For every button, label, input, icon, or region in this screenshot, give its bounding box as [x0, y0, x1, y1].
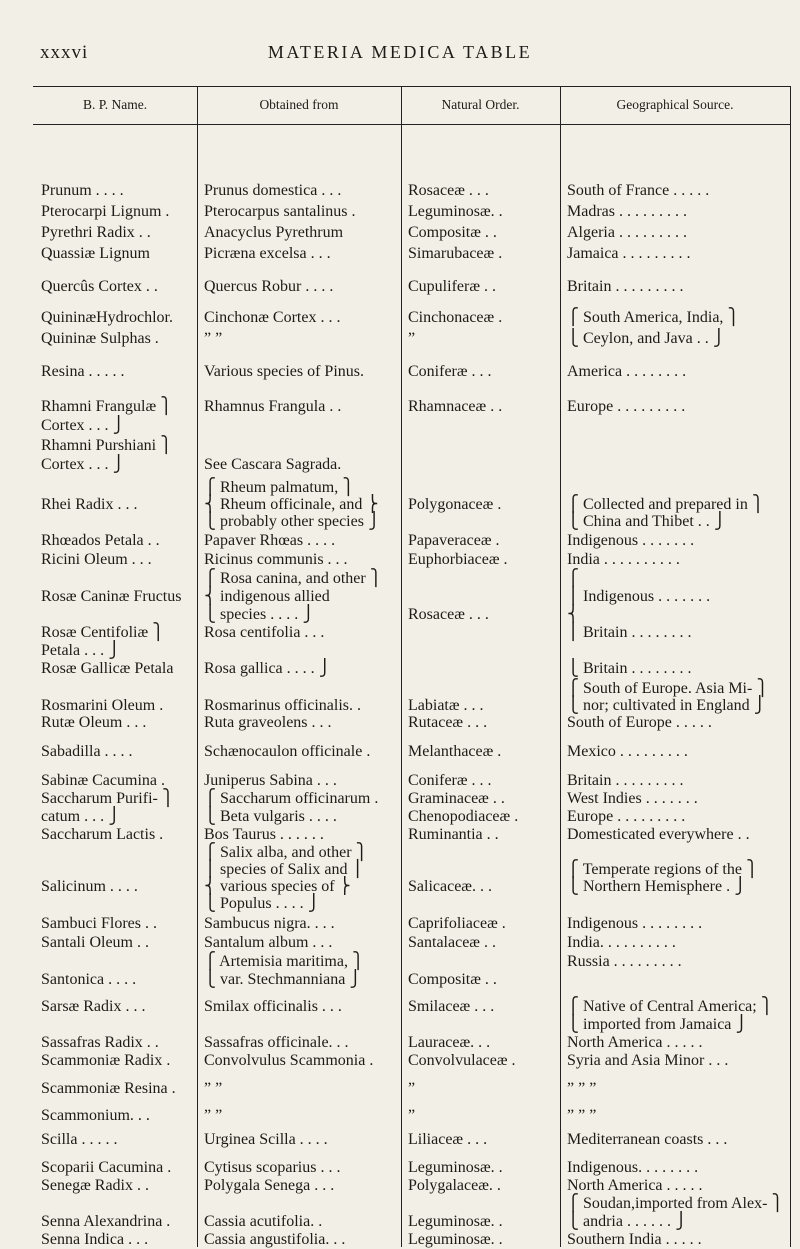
bp-name-cell: Rosæ Gallicæ Petala: [41, 660, 174, 677]
geographical-source-cell: ⎩ China and Thibet . . ⎭: [567, 513, 726, 530]
obtained-from-cell: ” ”: [204, 1107, 223, 1124]
bp-name-cell: Pterocarpi Lignum .: [41, 203, 170, 220]
natural-order-cell: Compositæ . .: [408, 224, 497, 241]
table-row: [33, 1131, 791, 1159]
natural-order-cell: Convolvulaceæ .: [408, 1052, 516, 1069]
geographical-source-cell: ⎩ Northern Hemisphere . ⎭: [567, 878, 747, 895]
natural-order-cell: Leguminosæ. .: [408, 1231, 503, 1248]
table-row: [33, 826, 791, 844]
bp-name-cell: Scilla . . . . .: [41, 1131, 118, 1148]
natural-order-cell: ”: [408, 1080, 416, 1097]
geographical-source-cell: ⎧ Soudan,imported from Alex- ⎫: [567, 1195, 784, 1212]
natural-order-cell: Rosaceæ . . .: [408, 606, 489, 623]
table-row: [33, 224, 791, 245]
natural-order-cell: Graminaceæ . .: [408, 790, 505, 807]
natural-order-cell: Rhamnaceæ . .: [408, 398, 503, 415]
bp-name-cell: Sassafras Radix . .: [41, 1034, 159, 1051]
obtained-from-cell: ⎨ indigenous allied: [204, 588, 330, 605]
geographical-source-cell: ⎧ South of Europe. Asia Mi- ⎫: [567, 680, 769, 697]
geographical-source-cell: ” ” ”: [567, 1107, 597, 1124]
table-row: [33, 456, 791, 479]
table-row: [33, 934, 791, 953]
natural-order-cell: Polygalaceæ. .: [408, 1177, 501, 1194]
geographical-source-cell: ” ” ”: [567, 1080, 597, 1097]
table-row: [33, 808, 791, 826]
bp-name-cell: Petala . . . ⎭: [41, 642, 121, 659]
obtained-from-cell: ⎧ Artemisia maritima, ⎫: [204, 953, 364, 970]
table-row: [33, 1159, 791, 1177]
page-number: xxxvi: [40, 42, 89, 63]
table-row: [33, 642, 791, 660]
geographical-source-cell: West Indies . . . . . . .: [567, 790, 698, 807]
obtained-from-cell: Rosa centifolia . . .: [204, 624, 325, 641]
natural-order-cell: ”: [408, 1107, 416, 1124]
natural-order-cell: Rutaceæ . . .: [408, 714, 488, 731]
geographical-source-cell: Indigenous. . . . . . . .: [567, 1159, 699, 1176]
table-row: [33, 588, 791, 606]
obtained-from-cell: Prunus domestica . . .: [204, 182, 342, 199]
page-title: MATERIA MEDICA TABLE: [267, 42, 533, 62]
bp-name-cell: Rosæ Centifoliæ ⎫: [41, 624, 165, 641]
bp-name-cell: Scoparii Cacumina .: [41, 1159, 172, 1176]
page-header: [0, 42, 800, 72]
obtained-from-cell: Sassafras officinale. . .: [204, 1034, 349, 1051]
natural-order-cell: Cinchonaceæ .: [408, 309, 503, 326]
table-row: [33, 1231, 791, 1249]
table-row: [33, 1195, 791, 1213]
bp-name-cell: Senna Alexandrina .: [41, 1213, 171, 1230]
geographical-source-cell: Mediterranean coasts . . .: [567, 1131, 728, 1148]
table-row: [33, 915, 791, 934]
natural-order-cell: Polygonaceæ .: [408, 496, 502, 513]
geographical-source-cell: Madras . . . . . . . . .: [567, 203, 687, 220]
table-row: [33, 513, 791, 532]
bp-name-cell: Resina . . . . .: [41, 363, 125, 380]
obtained-from-cell: Smilax officinalis . . .: [204, 998, 342, 1015]
obtained-from-cell: ⎩ species . . . . ⎭: [204, 606, 315, 623]
table-row: [33, 330, 791, 363]
obtained-from-cell: ⎩ probably other species ⎭: [204, 513, 380, 530]
natural-order-cell: Melanthaceæ .: [408, 743, 502, 760]
geographical-source-cell: ⎩ andria . . . . . . ⎭: [567, 1213, 687, 1230]
bp-name-cell: Prunum . . . .: [41, 182, 124, 199]
geographical-source-cell: ⎪ Indigenous . . . . . . .: [567, 588, 711, 605]
bp-name-cell: Santali Oleum . .: [41, 934, 149, 951]
bp-name-cell: Pyrethri Radix . .: [41, 224, 151, 241]
bp-name-cell: Quassiæ Lignum: [41, 245, 150, 262]
obtained-from-cell: Bos Taurus . . . . . .: [204, 826, 324, 843]
table-row: [33, 398, 791, 417]
bp-name-cell: Sabinæ Cacumina .: [41, 772, 165, 789]
obtained-from-cell: Ricinus communis . . .: [204, 551, 348, 568]
obtained-from-cell: ” ”: [204, 1080, 223, 1097]
table-body: [33, 182, 791, 1249]
table-row: [33, 570, 791, 588]
obtained-from-cell: ⎧ Rheum palmatum, ⎫: [204, 479, 355, 496]
bp-name-cell: Santonica . . . .: [41, 971, 137, 988]
geographical-source-cell: North America . . . . .: [567, 1177, 703, 1194]
geographical-source-cell: ⎩ Britain . . . . . . . .: [567, 660, 692, 677]
geographical-source-cell: ⎧ Temperate regions of the ⎫: [567, 861, 758, 878]
obtained-from-cell: Rosa gallica . . . . ⎭: [204, 660, 331, 677]
table-row: [33, 606, 791, 624]
bp-name-cell: Rhœados Petala . .: [41, 532, 160, 549]
obtained-from-cell: Ruta graveolens . . .: [204, 714, 332, 731]
geographical-source-cell: Russia . . . . . . . . .: [567, 953, 682, 970]
table-row: [33, 278, 791, 309]
bp-name-cell: Rosæ Caninæ Fructus: [41, 588, 182, 605]
obtained-from-cell: See Cascara Sagrada.: [204, 456, 342, 473]
obtained-from-cell: Convolvulus Scammonia .: [204, 1052, 374, 1069]
bp-name-cell: Scammonium. . .: [41, 1107, 150, 1124]
natural-order-cell: Cupuliferæ . .: [408, 278, 496, 295]
bp-name-cell: Senna Indica . . .: [41, 1231, 149, 1248]
column-header-natural-order: Natural Order.: [441, 97, 520, 112]
obtained-from-cell: ⎨ various species of ⎬: [204, 878, 351, 895]
obtained-from-cell: ⎨ Rheum officinale, and ⎬: [204, 496, 379, 513]
table-row: [33, 680, 791, 697]
natural-order-cell: Papaveraceæ .: [408, 532, 500, 549]
table-row: [33, 1177, 791, 1195]
obtained-from-cell: Quercus Robur . . . .: [204, 278, 334, 295]
natural-order-cell: Chenopodiaceæ .: [408, 808, 519, 825]
geographical-source-cell: Syria and Asia Minor . . .: [567, 1052, 729, 1069]
obtained-from-cell: ⎧ Salix alba, and other ⎫: [204, 844, 368, 861]
table-row: [33, 895, 791, 915]
table-row: [33, 1016, 791, 1034]
obtained-from-cell: Polygala Senega . . .: [204, 1177, 335, 1194]
geographical-source-cell: America . . . . . . . .: [567, 363, 687, 380]
natural-order-cell: Santalaceæ . .: [408, 934, 496, 951]
obtained-from-cell: ⎩ var. Stechmanniana ⎭: [204, 971, 362, 988]
bp-name-cell: Saccharum Purifi- ⎫: [41, 790, 174, 807]
bp-name-cell: Cortex . . . ⎭: [41, 417, 125, 434]
natural-order-cell: ”: [408, 330, 416, 347]
table-row: [33, 953, 791, 971]
table-row: [33, 182, 791, 203]
geographical-source-cell: India . . . . . . . . . .: [567, 551, 680, 568]
geographical-source-cell: ⎩ nor; cultivated in England ⎭: [567, 697, 766, 714]
natural-order-cell: Simarubaceæ .: [408, 245, 503, 262]
geographical-source-cell: Indigenous . . . . . . . .: [567, 915, 703, 932]
table-row: [33, 790, 791, 808]
obtained-from-cell: Urginea Scilla . . . .: [204, 1131, 328, 1148]
obtained-from-cell: Picræna excelsa . . .: [204, 245, 331, 262]
column-header-bp-name: B. P. Name.: [82, 97, 148, 112]
geographical-source-cell: ⎪ Britain . . . . . . . .: [567, 624, 692, 641]
natural-order-cell: Liliaceæ . . .: [408, 1131, 488, 1148]
natural-order-cell: Leguminosæ. .: [408, 203, 503, 220]
bp-name-cell: Rhamni Purshiani ⎫: [41, 437, 173, 454]
table-row: [33, 861, 791, 878]
obtained-from-cell: Schænocaulon officinale .: [204, 743, 371, 760]
bp-name-cell: Senegæ Radix . .: [41, 1177, 149, 1194]
bp-name-cell: Scammoniæ Resina .: [41, 1080, 176, 1097]
header-rule: [33, 124, 791, 125]
geographical-source-cell: Mexico . . . . . . . . .: [567, 743, 688, 760]
natural-order-cell: Euphorbiaceæ .: [408, 551, 508, 568]
bp-name-cell: Rosmarini Oleum .: [41, 697, 164, 714]
geographical-source-cell: ⎧: [567, 570, 579, 587]
bp-name-cell: Rhei Radix . . .: [41, 496, 138, 513]
natural-order-cell: Leguminosæ. .: [408, 1159, 503, 1176]
table-row: [33, 844, 791, 861]
geographical-source-cell: South of Europe . . . . .: [567, 714, 712, 731]
obtained-from-cell: Cassia acutifolia. .: [204, 1213, 323, 1230]
obtained-from-cell: Anacyclus Pyrethrum: [204, 224, 344, 241]
natural-order-cell: Leguminosæ. .: [408, 1213, 503, 1230]
natural-order-cell: Coniferæ . . .: [408, 772, 492, 789]
geographical-source-cell: Jamaica . . . . . . . . .: [567, 245, 691, 262]
natural-order-cell: Lauraceæ. . .: [408, 1034, 491, 1051]
table-row: [33, 971, 791, 998]
obtained-from-cell: ⎧ Saccharum officinarum .: [204, 790, 379, 807]
geographical-source-cell: ⎧ Native of Central America; ⎫: [567, 998, 773, 1015]
table-row: [33, 878, 791, 895]
materia-medica-table: [33, 86, 791, 1247]
obtained-from-cell: ⎩ Beta vulgaris . . . .: [204, 808, 337, 825]
table-row: [33, 1107, 791, 1131]
obtained-from-cell: Cassia angustifolia. . .: [204, 1231, 346, 1248]
natural-order-cell: Labiatæ . . .: [408, 697, 484, 714]
table-row: [33, 1034, 791, 1052]
obtained-from-cell: ⎧ Rosa canina, and other ⎫: [204, 570, 382, 587]
bp-name-cell: Rhamni Frangulæ ⎫: [41, 398, 173, 415]
column-header-obtained-from: Obtained from: [259, 97, 339, 112]
table-row: [33, 697, 791, 714]
natural-order-cell: Caprifoliaceæ .: [408, 915, 506, 932]
table-row: [33, 1052, 791, 1080]
bp-name-cell: QuininæHydrochlor.: [41, 309, 173, 326]
geographical-source-cell: Britain . . . . . . . . .: [567, 772, 684, 789]
bp-name-cell: catum . . . ⎭: [41, 808, 121, 825]
geographical-source-cell: Southern India . . . . .: [567, 1231, 702, 1248]
table-row: [33, 743, 791, 772]
obtained-from-cell: Sambucus nigra. . . .: [204, 915, 335, 932]
natural-order-cell: Coniferæ . . .: [408, 363, 492, 380]
bp-name-cell: Ricini Oleum . . .: [41, 551, 152, 568]
obtained-from-cell: ⎩ Populus . . . . ⎭: [204, 895, 320, 912]
table-row: [33, 551, 791, 570]
table-row: [33, 1213, 791, 1231]
geographical-source-cell: Europe . . . . . . . . .: [567, 398, 686, 415]
natural-order-cell: Rosaceæ . . .: [408, 182, 489, 199]
table-row: [33, 660, 791, 680]
natural-order-cell: Compositæ . .: [408, 971, 497, 988]
obtained-from-cell: Various species of Pinus.: [204, 363, 364, 380]
obtained-from-cell: Cinchonæ Cortex . . .: [204, 309, 341, 326]
natural-order-cell: Salicaceæ. . .: [408, 878, 492, 895]
table-row: [33, 1080, 791, 1107]
table-row: [33, 363, 791, 398]
obtained-from-cell: ⎪ species of Salix and ⎪: [204, 861, 364, 878]
table-row: [33, 998, 791, 1016]
obtained-from-cell: ” ”: [204, 330, 223, 347]
geographical-source-cell: ⎧ Collected and prepared in ⎫: [567, 496, 764, 513]
table-row: [33, 309, 791, 330]
geographical-source-cell: ⎧ South America, India, ⎫: [567, 309, 740, 326]
bp-name-cell: Sarsæ Radix . . .: [41, 998, 146, 1015]
bp-name-cell: Cortex . . . ⎭: [41, 456, 125, 473]
table-row: [33, 772, 791, 790]
table-row: [33, 417, 791, 437]
table-row: [33, 624, 791, 642]
bp-name-cell: Sambuci Flores . .: [41, 915, 157, 932]
geographical-source-cell: North America . . . . .: [567, 1034, 703, 1051]
table-row: [33, 437, 791, 456]
geographical-source-cell: ⎨: [567, 606, 579, 623]
bp-name-cell: Salicinum . . . .: [41, 878, 138, 895]
table-row: [33, 203, 791, 224]
obtained-from-cell: Juniperus Sabina . . .: [204, 772, 337, 789]
geographical-source-cell: ⎩ imported from Jamaica ⎭: [567, 1016, 748, 1033]
geographical-source-cell: Europe . . . . . . . . .: [567, 808, 686, 825]
obtained-from-cell: Cytisus scoparius . . .: [204, 1159, 341, 1176]
obtained-from-cell: Rhamnus Frangula . .: [204, 398, 342, 415]
bp-name-cell: Quininæ Sulphas .: [41, 330, 159, 347]
table-row: [33, 245, 791, 278]
table-row: [33, 479, 791, 496]
bp-name-cell: Sabadilla . . . .: [41, 743, 133, 760]
obtained-from-cell: Rosmarinus officinalis. .: [204, 697, 362, 714]
geographical-source-cell: Domesticated everywhere . .: [567, 826, 750, 843]
bp-name-cell: Scammoniæ Radix .: [41, 1052, 171, 1069]
table-row: [33, 532, 791, 551]
obtained-from-cell: Santalum album . . .: [204, 934, 333, 951]
table-row: [33, 496, 791, 513]
column-header-geographical-source: Geographical Source.: [616, 97, 734, 112]
geographical-source-cell: ⎩ Ceylon, and Java . . ⎭: [567, 330, 725, 347]
bp-name-cell: Quercûs Cortex . .: [41, 278, 158, 295]
geographical-source-cell: Algeria . . . . . . . . .: [567, 224, 687, 241]
geographical-source-cell: South of France . . . . .: [567, 182, 710, 199]
table-row: [33, 714, 791, 743]
geographical-source-cell: India. . . . . . . . . .: [567, 934, 676, 951]
bp-name-cell: Saccharum Lactis .: [41, 826, 164, 843]
natural-order-cell: Ruminantia . .: [408, 826, 499, 843]
geographical-source-cell: Indigenous . . . . . . .: [567, 532, 695, 549]
obtained-from-cell: Papaver Rhœas . . . .: [204, 532, 336, 549]
natural-order-cell: Smilaceæ . . .: [408, 998, 495, 1015]
geographical-source-cell: Britain . . . . . . . . .: [567, 278, 684, 295]
bp-name-cell: Rutæ Oleum . . .: [41, 714, 147, 731]
obtained-from-cell: Pterocarpus santalinus .: [204, 203, 356, 220]
